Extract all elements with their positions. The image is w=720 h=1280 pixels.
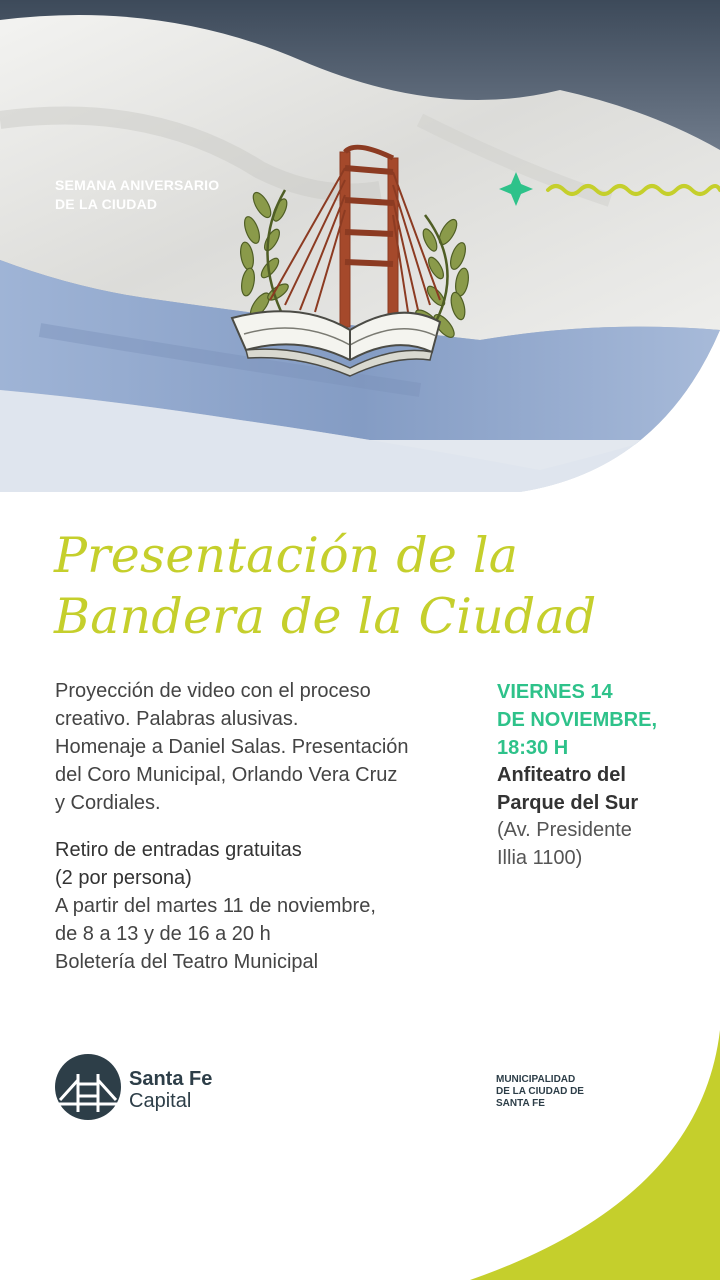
event-address (497, 816, 707, 872)
ticket-line-3: Boletería del Teatro Municipal (55, 951, 319, 973)
bridge-logo-icon (54, 1054, 122, 1120)
description-line-2: creativo. Palabras alusivas. (55, 708, 299, 730)
description-line-1: Proyección de video con el proceso (55, 680, 371, 702)
muni-line-3: SANTA FE (496, 1098, 545, 1109)
event-datetime (497, 678, 707, 762)
description-line-4: del Coro Municipal, Orlando Vera Cruz (55, 764, 398, 786)
ticket-line-1: A partir del martes 11 de noviembre, (55, 895, 376, 917)
event-description (55, 677, 480, 817)
event-date-line-2: DE NOVIEMBRE, (497, 709, 658, 731)
event-time: 18:30 H (497, 737, 569, 759)
ticket-line-2: de 8 a 13 y de 16 a 20 h (55, 923, 271, 945)
muni-line-2: DE LA CIUDAD DE (496, 1086, 584, 1097)
event-date-line-1: VIERNES 14 (497, 681, 613, 703)
title-line-2: Bandera de la Ciudad (54, 588, 597, 645)
venue-line-2: Parque del Sur (497, 792, 639, 814)
muni-line-1: MUNICIPALIDAD (496, 1074, 576, 1085)
description-line-3: Homenaje a Daniel Salas. Presentación (55, 736, 409, 758)
santa-fe-capital-logo (54, 1054, 254, 1120)
description-line-5: y Cordiales. (55, 792, 161, 814)
ticket-info (55, 836, 475, 976)
event-venue (497, 761, 707, 817)
kicker-line-2: DE LA CIUDAD (55, 196, 158, 212)
logo-line-1: Santa Fe (129, 1068, 213, 1090)
kicker-line-1: SEMANA ANIVERSARIO (55, 177, 220, 193)
ticket-heading-line-1: Retiro de entradas gratuitas (55, 839, 302, 861)
municipality-label (496, 1074, 616, 1110)
page-title (54, 525, 596, 647)
logo-line-2: Capital (129, 1090, 192, 1112)
address-line-2: Illia 1100) (497, 847, 583, 869)
ticket-heading-line-2: (2 por persona) (55, 867, 192, 889)
venue-line-1: Anfiteatro del (497, 764, 626, 786)
address-line-1: (Av. Presidente (497, 819, 632, 841)
title-line-1: Presentación de la (54, 527, 519, 584)
